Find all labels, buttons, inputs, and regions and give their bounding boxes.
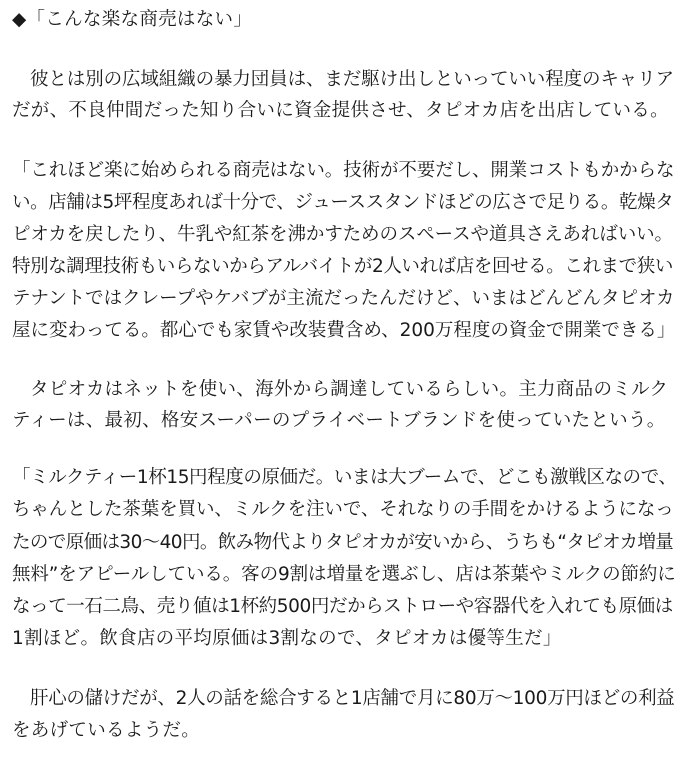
quote-1-line-6: 屋に変わってる。都心でも家賃や改装費含め、200万程度の資金で開業できる」 (12, 320, 676, 341)
paragraph-3-line-2: をあげているようだ。 (12, 720, 201, 741)
paragraph-2-line-1: タピオカはネットを使い、海外から調達しているらしい。主力商品のミルク (30, 379, 669, 400)
quote-2-line-2: ちゃんとした茶葉を買い、ミルクを注いで、それなりの手間をかけるようになっ (12, 499, 674, 520)
paragraph-2-line-2: ティーは、最初、格安スーパーのプライベートブランドを使っていたという。 (12, 410, 666, 431)
quote-2-line-1: 「ミルクティー1杯15円程度の原価だ。いまは大ブームで、どこも激戦区なので、 (12, 467, 677, 488)
section-heading: ◆「こんな楽な商売はない」 (12, 9, 253, 30)
quote-2-line-5: なって一石二鳥、売り値は1杯約500円だからストローや容器代を入れても原価は (12, 596, 673, 617)
paragraph-3-line-1: 肝心の儲けだが、2人の話を総合すると1店舗で月に80万〜100万円ほどの利益 (30, 688, 675, 709)
quote-1-line-2: い。店舗は5坪程度あれば十分で、ジューススタンドほどの広さで足りる。乾燥タ (12, 192, 674, 213)
quote-1-line-4: 特別な調理技術もいらないからアルバイトが2人いれば店を回せる。これまで狭い (12, 256, 673, 277)
quote-1-line-1: 「これほど楽に始められる商売はない。技術が不要だし、開業コストもかからな (12, 160, 675, 181)
quote-2-line-3: たので原価は30〜40円。飲み物代よりタピオカが安いから、うちも“タピオカ増量 (12, 532, 674, 553)
quote-1-line-3: ピオカを戻したり、牛乳や紅茶を沸かすためのスペースや道具さえあればいい。 (12, 224, 673, 245)
quote-2-line-4: 無料”をアピールしている。客の9割は増量を選ぶし、店は茶葉やミルクの節約に (12, 564, 676, 585)
quote-1-line-5: テナントではクレープやケバブが主流だったんだけど、いまはどんどんタピオカ (12, 288, 675, 309)
paragraph-1-line-2: だが、不良仲間だった知り合いに資金提供させ、タピオカ店を出店している。 (12, 100, 669, 121)
quote-2-line-6: 1割ほど。飲食店の平均原価は3割なので、タピオカは優等生だ」 (12, 628, 562, 649)
paragraph-1-line-1: 彼とは別の広域組織の暴力団員は、まだ駆け出しといっていい程度のキャリア (30, 69, 675, 90)
